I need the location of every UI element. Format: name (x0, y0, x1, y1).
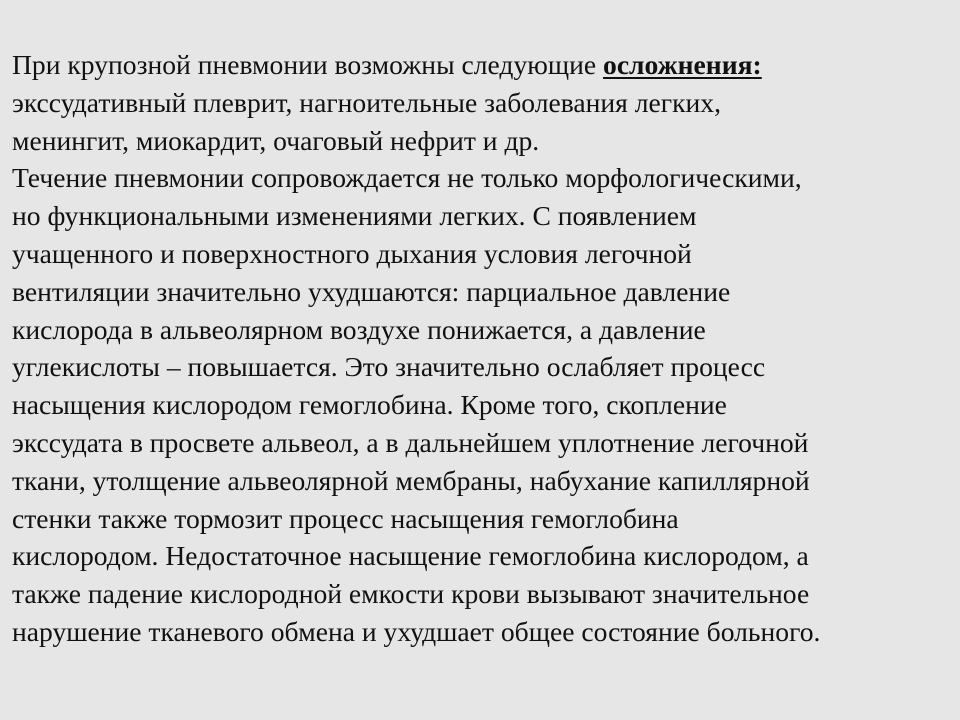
text-line-13: стенки также тормозит процесс насыщения гемоглобина (12, 502, 679, 534)
complications-heading: осложнения: (603, 49, 762, 80)
text-line-15: также падение кислородной емкости крови вызывают значительное (12, 578, 810, 610)
text-line-6: учащенного и поверхностного дыхания условия легочной (12, 237, 692, 269)
text-line-12: ткани, утолщение альвеолярной мембраны, набухание капиллярной (12, 464, 810, 496)
text-line-10: насыщения кислородом гемоглобина. Кроме того, скопление (12, 389, 727, 421)
text-line-14: кислородом. Недостаточное насыщение гемоглобина кислородом, а (12, 540, 809, 572)
text-line-9: углекислоты – повышается. Это значительно ослабляет процесс (12, 351, 766, 383)
complications-intro: При крупозной пневмонии возможны следующие (12, 49, 604, 80)
slide-text-body (12, 46, 952, 651)
text-line-11: экссудата в просвете альвеол, а в дальнейшем уплотнение легочной (12, 426, 809, 458)
text-line-2: экссудативный плеврит, нагноительные заболевания легких, (12, 86, 721, 118)
text-line-16: нарушение тканевого обмена и ухудшает общее состояние больного. (12, 615, 821, 647)
text-line-7: вентиляции значительно ухудшаются: парциальное давление (12, 275, 731, 307)
text-line-8: кислорода в альвеолярном воздухе понижается, а давление (12, 313, 706, 345)
text-line-4: Течение пневмонии сопровождается не только морфологическими, (12, 162, 802, 194)
text-line-3: менингит, миокардит, очаговый нефрит и др. (12, 124, 540, 156)
text-line-1 (12, 46, 952, 84)
text-line-5: но функциональными изменениями легких. С появлением (12, 200, 697, 232)
